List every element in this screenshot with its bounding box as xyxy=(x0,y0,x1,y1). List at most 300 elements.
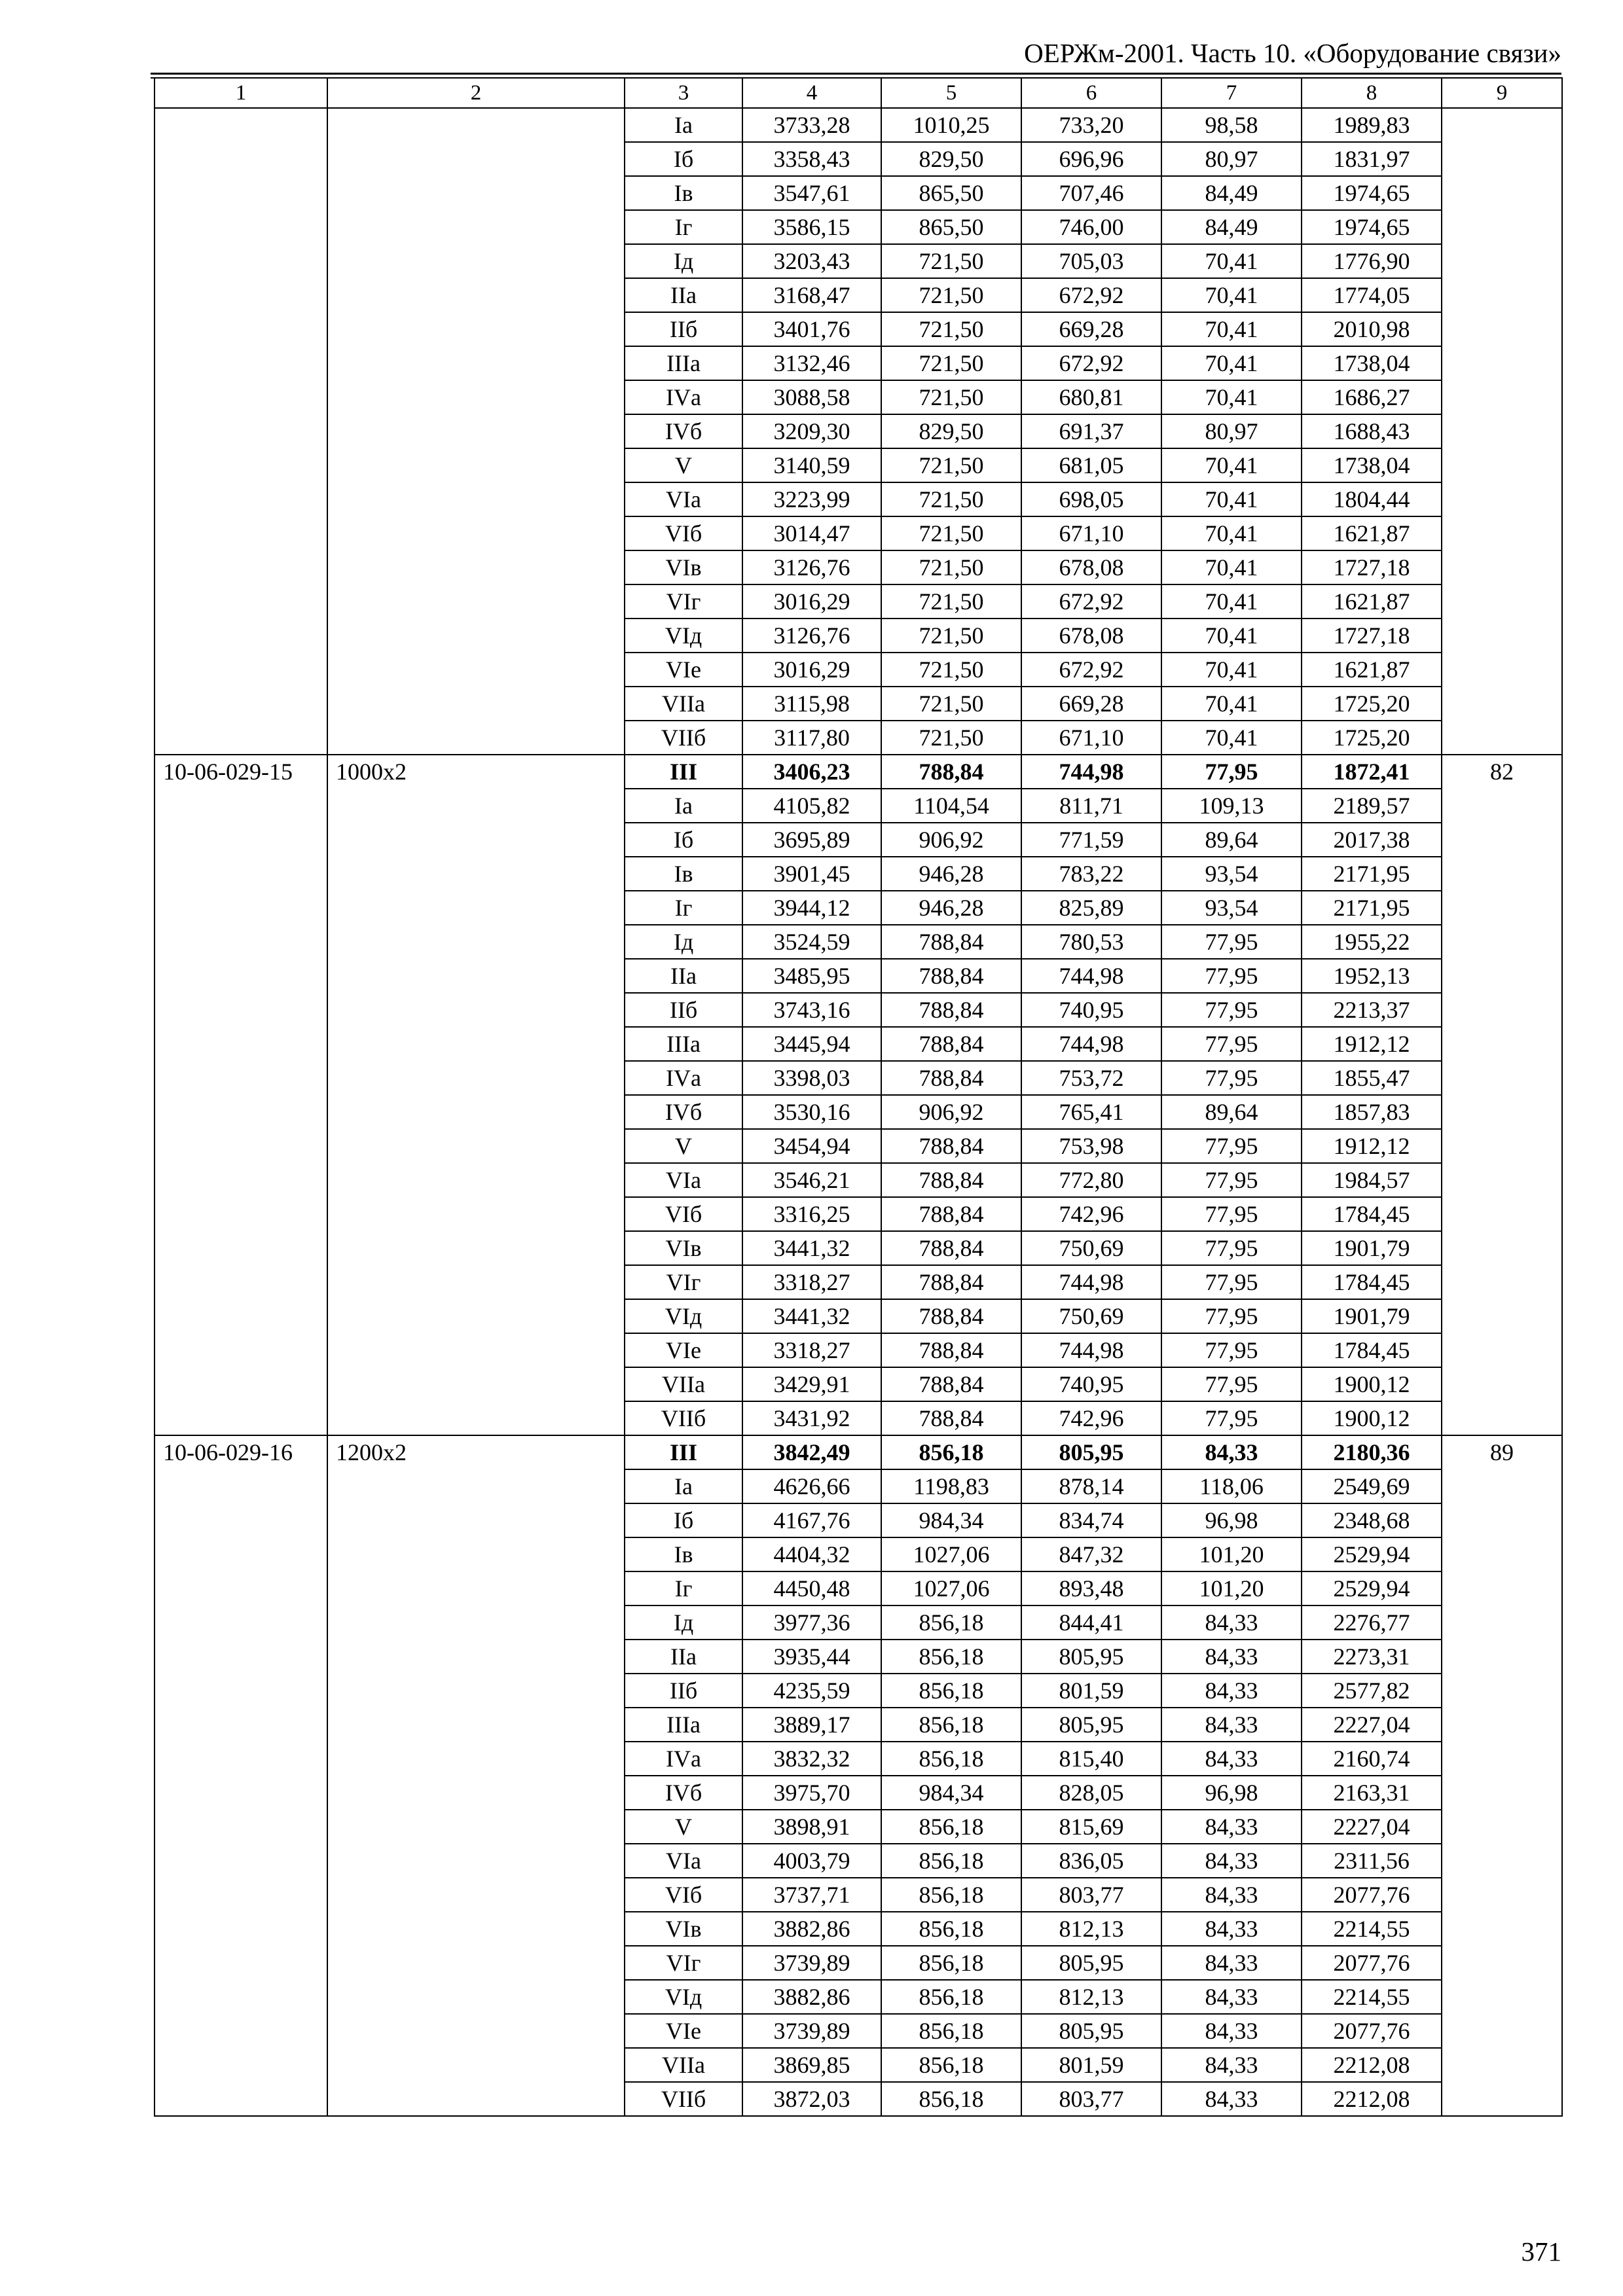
value-cell: 721,50 xyxy=(881,380,1021,414)
zone-cell: VIIа xyxy=(625,687,742,721)
value-cell: 1725,20 xyxy=(1302,721,1442,755)
zone-cell: VIа xyxy=(625,1844,742,1878)
value-cell: 1688,43 xyxy=(1302,414,1442,448)
value-cell: 70,41 xyxy=(1161,653,1302,687)
value-cell: 803,77 xyxy=(1021,1878,1161,1912)
value-cell: 3695,89 xyxy=(742,823,881,857)
value-cell: 1738,04 xyxy=(1302,346,1442,380)
value-cell: 1621,87 xyxy=(1302,516,1442,550)
value-cell: 3743,16 xyxy=(742,993,881,1027)
value-cell: 3014,47 xyxy=(742,516,881,550)
value-cell: 788,84 xyxy=(881,1367,1021,1401)
value-cell: 669,28 xyxy=(1021,312,1161,346)
value-cell: 84,33 xyxy=(1161,1844,1302,1878)
value-cell: 805,95 xyxy=(1021,1640,1161,1674)
col9-cell xyxy=(1442,108,1562,755)
value-cell: 1974,65 xyxy=(1302,176,1442,210)
value-cell: 865,50 xyxy=(881,210,1021,244)
value-cell: 733,20 xyxy=(1021,108,1161,142)
value-cell: 4626,66 xyxy=(742,1469,881,1503)
value-cell: 696,96 xyxy=(1021,142,1161,176)
value-cell: 1912,12 xyxy=(1302,1129,1442,1163)
zone-cell: VIIа xyxy=(625,1367,742,1401)
value-cell: 2227,04 xyxy=(1302,1810,1442,1844)
value-cell: 84,33 xyxy=(1161,1742,1302,1776)
code-cell xyxy=(155,108,327,755)
zone-cell: Iа xyxy=(625,108,742,142)
zone-cell: IIа xyxy=(625,959,742,993)
zone-cell: VIг xyxy=(625,584,742,619)
value-cell: 788,84 xyxy=(881,1027,1021,1061)
value-cell: 3318,27 xyxy=(742,1265,881,1299)
value-cell: 788,84 xyxy=(881,1333,1021,1367)
value-cell: 1621,87 xyxy=(1302,653,1442,687)
value-cell: 3132,46 xyxy=(742,346,881,380)
value-cell: 84,33 xyxy=(1161,1708,1302,1742)
value-cell: 765,41 xyxy=(1021,1095,1161,1129)
value-cell: 744,98 xyxy=(1021,755,1161,789)
value-cell: 3203,43 xyxy=(742,244,881,278)
value-cell: 811,71 xyxy=(1021,789,1161,823)
value-cell: 101,20 xyxy=(1161,1537,1302,1571)
value-cell: 721,50 xyxy=(881,584,1021,619)
value-cell: 93,54 xyxy=(1161,857,1302,891)
value-cell: 3739,89 xyxy=(742,1946,881,1980)
size-cell: 1200x2 xyxy=(327,1435,625,2116)
value-cell: 3546,21 xyxy=(742,1163,881,1197)
value-cell: 2348,68 xyxy=(1302,1503,1442,1537)
value-cell: 906,92 xyxy=(881,823,1021,857)
value-cell: 4003,79 xyxy=(742,1844,881,1878)
header-rule xyxy=(151,73,1561,75)
value-cell: 856,18 xyxy=(881,1674,1021,1708)
value-cell: 1727,18 xyxy=(1302,550,1442,584)
value-cell: 803,77 xyxy=(1021,2082,1161,2116)
value-cell: 2212,08 xyxy=(1302,2082,1442,2116)
zone-cell: IVб xyxy=(625,414,742,448)
value-cell: 84,33 xyxy=(1161,1946,1302,1980)
value-cell: 98,58 xyxy=(1161,108,1302,142)
value-cell: 946,28 xyxy=(881,857,1021,891)
value-cell: 3872,03 xyxy=(742,2082,881,2116)
value-cell: 3431,92 xyxy=(742,1401,881,1435)
value-cell: 856,18 xyxy=(881,1946,1021,1980)
page-header: ОЕРЖм-2001. Часть 10. «Оборудование связи» xyxy=(1024,38,1561,68)
value-cell: 825,89 xyxy=(1021,891,1161,925)
value-cell: 3737,71 xyxy=(742,1878,881,1912)
value-cell: 3445,94 xyxy=(742,1027,881,1061)
value-cell: 118,06 xyxy=(1161,1469,1302,1503)
column-number: 6 xyxy=(1021,78,1161,108)
value-cell: 3524,59 xyxy=(742,925,881,959)
value-cell: 2227,04 xyxy=(1302,1708,1442,1742)
zone-cell: IVа xyxy=(625,380,742,414)
value-cell: 93,54 xyxy=(1161,891,1302,925)
value-cell: 1831,97 xyxy=(1302,142,1442,176)
value-cell: 856,18 xyxy=(881,1912,1021,1946)
zone-cell: VIе xyxy=(625,2014,742,2048)
value-cell: 84,33 xyxy=(1161,1980,1302,2014)
value-cell: 750,69 xyxy=(1021,1299,1161,1333)
value-cell: 2577,82 xyxy=(1302,1674,1442,1708)
value-cell: 1984,57 xyxy=(1302,1163,1442,1197)
value-cell: 70,41 xyxy=(1161,687,1302,721)
value-cell: 77,95 xyxy=(1161,1163,1302,1197)
value-cell: 1952,13 xyxy=(1302,959,1442,993)
value-cell: 80,97 xyxy=(1161,142,1302,176)
value-cell: 3016,29 xyxy=(742,584,881,619)
value-cell: 698,05 xyxy=(1021,482,1161,516)
value-cell: 84,33 xyxy=(1161,2082,1302,2116)
value-cell: 1955,22 xyxy=(1302,925,1442,959)
value-cell: 96,98 xyxy=(1161,1776,1302,1810)
col9-cell: 82 xyxy=(1442,755,1562,1435)
column-number: 7 xyxy=(1161,78,1302,108)
value-cell: 788,84 xyxy=(881,1299,1021,1333)
value-cell: 70,41 xyxy=(1161,516,1302,550)
value-cell: 96,98 xyxy=(1161,1503,1302,1537)
value-cell: 788,84 xyxy=(881,1401,1021,1435)
value-cell: 84,33 xyxy=(1161,1674,1302,1708)
code-cell: 10-06-029-15 xyxy=(155,755,327,1435)
value-cell: 4404,32 xyxy=(742,1537,881,1571)
value-cell: 856,18 xyxy=(881,1605,1021,1640)
value-cell: 3126,76 xyxy=(742,619,881,653)
value-cell: 721,50 xyxy=(881,653,1021,687)
zone-cell: Iв xyxy=(625,1537,742,1571)
value-cell: 80,97 xyxy=(1161,414,1302,448)
value-cell: 3977,36 xyxy=(742,1605,881,1640)
value-cell: 672,92 xyxy=(1021,584,1161,619)
zone-cell: VIIб xyxy=(625,2082,742,2116)
zone-cell: V xyxy=(625,448,742,482)
value-cell: 2189,57 xyxy=(1302,789,1442,823)
value-cell: 788,84 xyxy=(881,993,1021,1027)
value-cell: 1901,79 xyxy=(1302,1299,1442,1333)
value-cell: 2214,55 xyxy=(1302,1912,1442,1946)
value-cell: 721,50 xyxy=(881,312,1021,346)
value-cell: 812,13 xyxy=(1021,1912,1161,1946)
zone-cell: Iд xyxy=(625,925,742,959)
value-cell: 70,41 xyxy=(1161,312,1302,346)
value-cell: 1900,12 xyxy=(1302,1401,1442,1435)
column-number: 5 xyxy=(881,78,1021,108)
page-number: 371 xyxy=(1521,2236,1561,2267)
value-cell: 856,18 xyxy=(881,1878,1021,1912)
value-cell: 3832,32 xyxy=(742,1742,881,1776)
value-cell: 946,28 xyxy=(881,891,1021,925)
value-cell: 856,18 xyxy=(881,1742,1021,1776)
value-cell: 829,50 xyxy=(881,142,1021,176)
value-cell: 2077,76 xyxy=(1302,1946,1442,1980)
value-cell: 3733,28 xyxy=(742,108,881,142)
zone-cell: VIд xyxy=(625,1299,742,1333)
value-cell: 1855,47 xyxy=(1302,1061,1442,1095)
value-cell: 671,10 xyxy=(1021,721,1161,755)
column-number: 3 xyxy=(625,78,742,108)
value-cell: 3429,91 xyxy=(742,1367,881,1401)
value-cell: 788,84 xyxy=(881,925,1021,959)
value-cell: 669,28 xyxy=(1021,687,1161,721)
value-cell: 788,84 xyxy=(881,1129,1021,1163)
value-cell: 84,33 xyxy=(1161,2014,1302,2048)
value-cell: 2529,94 xyxy=(1302,1537,1442,1571)
value-cell: 70,41 xyxy=(1161,278,1302,312)
value-cell: 1900,12 xyxy=(1302,1367,1442,1401)
value-cell: 984,34 xyxy=(881,1776,1021,1810)
value-cell: 856,18 xyxy=(881,1980,1021,2014)
col9-cell: 89 xyxy=(1442,1435,1562,2116)
zone-cell: VIд xyxy=(625,1980,742,2014)
zone-cell: IVа xyxy=(625,1061,742,1095)
value-cell: 1776,90 xyxy=(1302,244,1442,278)
value-cell: 856,18 xyxy=(881,2082,1021,2116)
value-cell: 84,33 xyxy=(1161,1878,1302,1912)
value-cell: 1104,54 xyxy=(881,789,1021,823)
value-cell: 856,18 xyxy=(881,1640,1021,1674)
value-cell: 678,08 xyxy=(1021,550,1161,584)
zone-cell: VIб xyxy=(625,1878,742,1912)
zone-cell: VIа xyxy=(625,482,742,516)
value-cell: 1857,83 xyxy=(1302,1095,1442,1129)
value-cell: 84,33 xyxy=(1161,2048,1302,2082)
value-cell: 3117,80 xyxy=(742,721,881,755)
value-cell: 3882,86 xyxy=(742,1980,881,2014)
value-cell: 3168,47 xyxy=(742,278,881,312)
value-cell: 1974,65 xyxy=(1302,210,1442,244)
value-cell: 3935,44 xyxy=(742,1640,881,1674)
table-row xyxy=(155,755,1562,789)
zone-cell: VIIб xyxy=(625,721,742,755)
zone-cell: Iв xyxy=(625,857,742,891)
zone-cell: Iв xyxy=(625,176,742,210)
value-cell: 4105,82 xyxy=(742,789,881,823)
value-cell: 3316,25 xyxy=(742,1197,881,1231)
value-cell: 1727,18 xyxy=(1302,619,1442,653)
zone-cell: IIа xyxy=(625,278,742,312)
value-cell: 805,95 xyxy=(1021,2014,1161,2048)
value-cell: 780,53 xyxy=(1021,925,1161,959)
value-cell: 1784,45 xyxy=(1302,1333,1442,1367)
value-cell: 721,50 xyxy=(881,516,1021,550)
table-row xyxy=(155,1435,1562,1469)
value-cell: 984,34 xyxy=(881,1503,1021,1537)
value-cell: 3441,32 xyxy=(742,1231,881,1265)
value-cell: 721,50 xyxy=(881,550,1021,584)
value-cell: 3140,59 xyxy=(742,448,881,482)
value-cell: 2171,95 xyxy=(1302,857,1442,891)
zone-cell: IVб xyxy=(625,1776,742,1810)
value-cell: 707,46 xyxy=(1021,176,1161,210)
value-cell: 1621,87 xyxy=(1302,584,1442,619)
column-number-row xyxy=(155,78,1562,108)
value-cell: 77,95 xyxy=(1161,1333,1302,1367)
value-cell: 744,98 xyxy=(1021,1265,1161,1299)
zone-cell: VIе xyxy=(625,1333,742,1367)
value-cell: 721,50 xyxy=(881,687,1021,721)
value-cell: 3406,23 xyxy=(742,755,881,789)
value-cell: 788,84 xyxy=(881,1197,1021,1231)
column-number: 9 xyxy=(1442,78,1562,108)
value-cell: 672,92 xyxy=(1021,278,1161,312)
value-cell: 753,72 xyxy=(1021,1061,1161,1095)
value-cell: 2160,74 xyxy=(1302,1742,1442,1776)
value-cell: 77,95 xyxy=(1161,1265,1302,1299)
value-cell: 2077,76 xyxy=(1302,1878,1442,1912)
value-cell: 788,84 xyxy=(881,959,1021,993)
value-cell: 70,41 xyxy=(1161,380,1302,414)
value-cell: 3016,29 xyxy=(742,653,881,687)
value-cell: 1725,20 xyxy=(1302,687,1442,721)
value-cell: 3842,49 xyxy=(742,1435,881,1469)
value-cell: 3401,76 xyxy=(742,312,881,346)
value-cell: 2010,98 xyxy=(1302,312,1442,346)
zone-cell: VIе xyxy=(625,653,742,687)
value-cell: 1027,06 xyxy=(881,1571,1021,1605)
value-cell: 1686,27 xyxy=(1302,380,1442,414)
value-cell: 2276,77 xyxy=(1302,1605,1442,1640)
value-cell: 77,95 xyxy=(1161,993,1302,1027)
value-cell: 84,33 xyxy=(1161,1605,1302,1640)
value-cell: 3485,95 xyxy=(742,959,881,993)
value-cell: 2213,37 xyxy=(1302,993,1442,1027)
value-cell: 84,33 xyxy=(1161,1435,1302,1469)
column-number: 8 xyxy=(1302,78,1442,108)
zone-cell: VIб xyxy=(625,1197,742,1231)
value-cell: 109,13 xyxy=(1161,789,1302,823)
value-cell: 3398,03 xyxy=(742,1061,881,1095)
value-cell: 721,50 xyxy=(881,278,1021,312)
zone-cell: VIв xyxy=(625,1912,742,1946)
zone-cell: Iа xyxy=(625,1469,742,1503)
value-cell: 2212,08 xyxy=(1302,2048,1442,2082)
value-cell: 84,33 xyxy=(1161,1640,1302,1674)
rates-table xyxy=(154,77,1563,2117)
value-cell: 89,64 xyxy=(1161,823,1302,857)
value-cell: 721,50 xyxy=(881,448,1021,482)
value-cell: 77,95 xyxy=(1161,1401,1302,1435)
value-cell: 2529,94 xyxy=(1302,1571,1442,1605)
value-cell: 2171,95 xyxy=(1302,891,1442,925)
value-cell: 1010,25 xyxy=(881,108,1021,142)
value-cell: 77,95 xyxy=(1161,1299,1302,1333)
value-cell: 801,59 xyxy=(1021,1674,1161,1708)
zone-cell: IIб xyxy=(625,312,742,346)
value-cell: 84,33 xyxy=(1161,1810,1302,1844)
value-cell: 753,98 xyxy=(1021,1129,1161,1163)
value-cell: 70,41 xyxy=(1161,721,1302,755)
value-cell: 3975,70 xyxy=(742,1776,881,1810)
value-cell: 70,41 xyxy=(1161,584,1302,619)
value-cell: 2311,56 xyxy=(1302,1844,1442,1878)
value-cell: 788,84 xyxy=(881,1163,1021,1197)
value-cell: 856,18 xyxy=(881,1435,1021,1469)
value-cell: 865,50 xyxy=(881,176,1021,210)
value-cell: 2077,76 xyxy=(1302,2014,1442,2048)
value-cell: 828,05 xyxy=(1021,1776,1161,1810)
value-cell: 805,95 xyxy=(1021,1435,1161,1469)
value-cell: 70,41 xyxy=(1161,244,1302,278)
zone-cell: IIа xyxy=(625,1640,742,1674)
value-cell: 1027,06 xyxy=(881,1537,1021,1571)
value-cell: 721,50 xyxy=(881,346,1021,380)
value-cell: 70,41 xyxy=(1161,482,1302,516)
value-cell: 742,96 xyxy=(1021,1401,1161,1435)
value-cell: 906,92 xyxy=(881,1095,1021,1129)
value-cell: 744,98 xyxy=(1021,959,1161,993)
value-cell: 3739,89 xyxy=(742,2014,881,2048)
value-cell: 788,84 xyxy=(881,1231,1021,1265)
value-cell: 805,95 xyxy=(1021,1708,1161,1742)
value-cell: 3126,76 xyxy=(742,550,881,584)
value-cell: 2163,31 xyxy=(1302,1776,1442,1810)
value-cell: 2549,69 xyxy=(1302,1469,1442,1503)
zone-cell: Iг xyxy=(625,1571,742,1605)
zone-cell: V xyxy=(625,1810,742,1844)
value-cell: 70,41 xyxy=(1161,448,1302,482)
value-cell: 772,80 xyxy=(1021,1163,1161,1197)
value-cell: 746,00 xyxy=(1021,210,1161,244)
value-cell: 812,13 xyxy=(1021,1980,1161,2014)
value-cell: 1784,45 xyxy=(1302,1265,1442,1299)
value-cell: 836,05 xyxy=(1021,1844,1161,1878)
zone-cell: IIIа xyxy=(625,1027,742,1061)
zone-cell: Iг xyxy=(625,210,742,244)
value-cell: 3944,12 xyxy=(742,891,881,925)
value-cell: 1912,12 xyxy=(1302,1027,1442,1061)
value-cell: 84,49 xyxy=(1161,176,1302,210)
value-cell: 681,05 xyxy=(1021,448,1161,482)
value-cell: 3358,43 xyxy=(742,142,881,176)
value-cell: 678,08 xyxy=(1021,619,1161,653)
size-cell xyxy=(327,108,625,755)
value-cell: 783,22 xyxy=(1021,857,1161,891)
value-cell: 856,18 xyxy=(881,2014,1021,2048)
value-cell: 2273,31 xyxy=(1302,1640,1442,1674)
value-cell: 3869,85 xyxy=(742,2048,881,2082)
value-cell: 77,95 xyxy=(1161,1197,1302,1231)
value-cell: 721,50 xyxy=(881,244,1021,278)
value-cell: 878,14 xyxy=(1021,1469,1161,1503)
zone-cell: VIIа xyxy=(625,2048,742,2082)
zone-cell: IIIа xyxy=(625,1708,742,1742)
value-cell: 3088,58 xyxy=(742,380,881,414)
zone-cell: Iб xyxy=(625,1503,742,1537)
zone-cell: VIв xyxy=(625,550,742,584)
value-cell: 77,95 xyxy=(1161,1367,1302,1401)
value-cell: 856,18 xyxy=(881,1810,1021,1844)
zone-cell: VIг xyxy=(625,1946,742,1980)
value-cell: 744,98 xyxy=(1021,1027,1161,1061)
value-cell: 740,95 xyxy=(1021,1367,1161,1401)
column-number: 1 xyxy=(155,78,327,108)
value-cell: 3115,98 xyxy=(742,687,881,721)
size-cell: 1000x2 xyxy=(327,755,625,1435)
value-cell: 829,50 xyxy=(881,414,1021,448)
zone-cell: IVб xyxy=(625,1095,742,1129)
value-cell: 3901,45 xyxy=(742,857,881,891)
zone-cell: IIб xyxy=(625,993,742,1027)
value-cell: 815,40 xyxy=(1021,1742,1161,1776)
value-cell: 680,81 xyxy=(1021,380,1161,414)
value-cell: 721,50 xyxy=(881,619,1021,653)
zone-cell: Iб xyxy=(625,823,742,857)
value-cell: 3318,27 xyxy=(742,1333,881,1367)
value-cell: 691,37 xyxy=(1021,414,1161,448)
zone-cell: VIа xyxy=(625,1163,742,1197)
value-cell: 84,49 xyxy=(1161,210,1302,244)
value-cell: 4450,48 xyxy=(742,1571,881,1605)
